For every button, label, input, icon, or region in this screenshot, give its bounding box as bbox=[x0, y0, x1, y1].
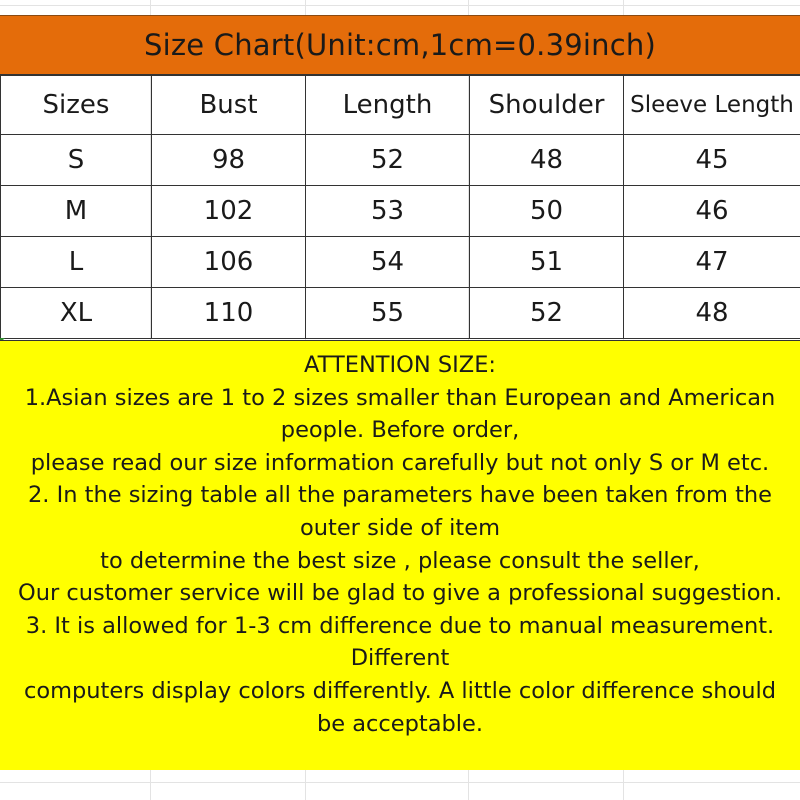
table-row bbox=[1, 237, 800, 288]
table-cell: 53 bbox=[306, 186, 470, 237]
column-header: Shoulder bbox=[470, 76, 624, 135]
table-cell: M bbox=[1, 186, 152, 237]
notice-heading: ATTENTION SIZE: bbox=[304, 352, 496, 378]
table-cell: 52 bbox=[470, 288, 624, 339]
table-row bbox=[1, 186, 800, 237]
table-row bbox=[1, 135, 800, 186]
chart-title: Size Chart(Unit:cm,1cm=0.39inch) bbox=[0, 15, 800, 75]
notice-line: Our customer service will be glad to give a professional suggestion. bbox=[18, 580, 782, 607]
table-cell: 55 bbox=[306, 288, 470, 339]
table-cell: L bbox=[1, 237, 152, 288]
attention-notice bbox=[0, 340, 800, 770]
column-header: Sleeve Length bbox=[624, 76, 800, 135]
table-cell: 47 bbox=[624, 237, 800, 288]
notice-line: outer side of item bbox=[299, 514, 501, 541]
table-cell: 48 bbox=[470, 135, 624, 186]
table-cell: 52 bbox=[306, 135, 470, 186]
table-cell: 50 bbox=[470, 186, 624, 237]
table-cell: 102 bbox=[152, 186, 306, 237]
table-cell: 110 bbox=[152, 288, 306, 339]
table-cell: 106 bbox=[152, 237, 306, 288]
sheet-gridline bbox=[0, 782, 800, 783]
notice-line: people. Before order, bbox=[280, 417, 520, 444]
notice-line: 1.Asian sizes are 1 to 2 sizes smaller than European and American bbox=[24, 384, 776, 411]
table-header-row bbox=[1, 76, 800, 135]
notice-line: Different bbox=[350, 645, 450, 672]
table-cell: 54 bbox=[306, 237, 470, 288]
notice-line: 3. It is allowed for 1-3 cm difference due to manual measurement. bbox=[25, 612, 775, 639]
table-cell: 45 bbox=[624, 135, 800, 186]
table-cell: S bbox=[1, 135, 152, 186]
table-cell: 51 bbox=[470, 237, 624, 288]
notice-line: 2. In the sizing table all the parameters have been taken from the bbox=[27, 482, 773, 509]
table-row bbox=[1, 288, 800, 339]
notice-line: to determine the best size , please consult the seller, bbox=[100, 547, 700, 574]
table-cell: 46 bbox=[624, 186, 800, 237]
size-table bbox=[0, 75, 800, 339]
table-cell: 48 bbox=[624, 288, 800, 339]
sheet-gridline bbox=[0, 5, 800, 6]
table-cell: 98 bbox=[152, 135, 306, 186]
notice-line: computers display colors differently. A little color difference should bbox=[23, 677, 777, 704]
table-cell: XL bbox=[1, 288, 152, 339]
column-header: Sizes bbox=[1, 76, 152, 135]
column-header: Bust bbox=[152, 76, 306, 135]
notice-line: please read our size information carefully but not only S or M etc. bbox=[30, 449, 770, 476]
notice-line: be acceptable. bbox=[316, 710, 484, 737]
column-header: Length bbox=[306, 76, 470, 135]
